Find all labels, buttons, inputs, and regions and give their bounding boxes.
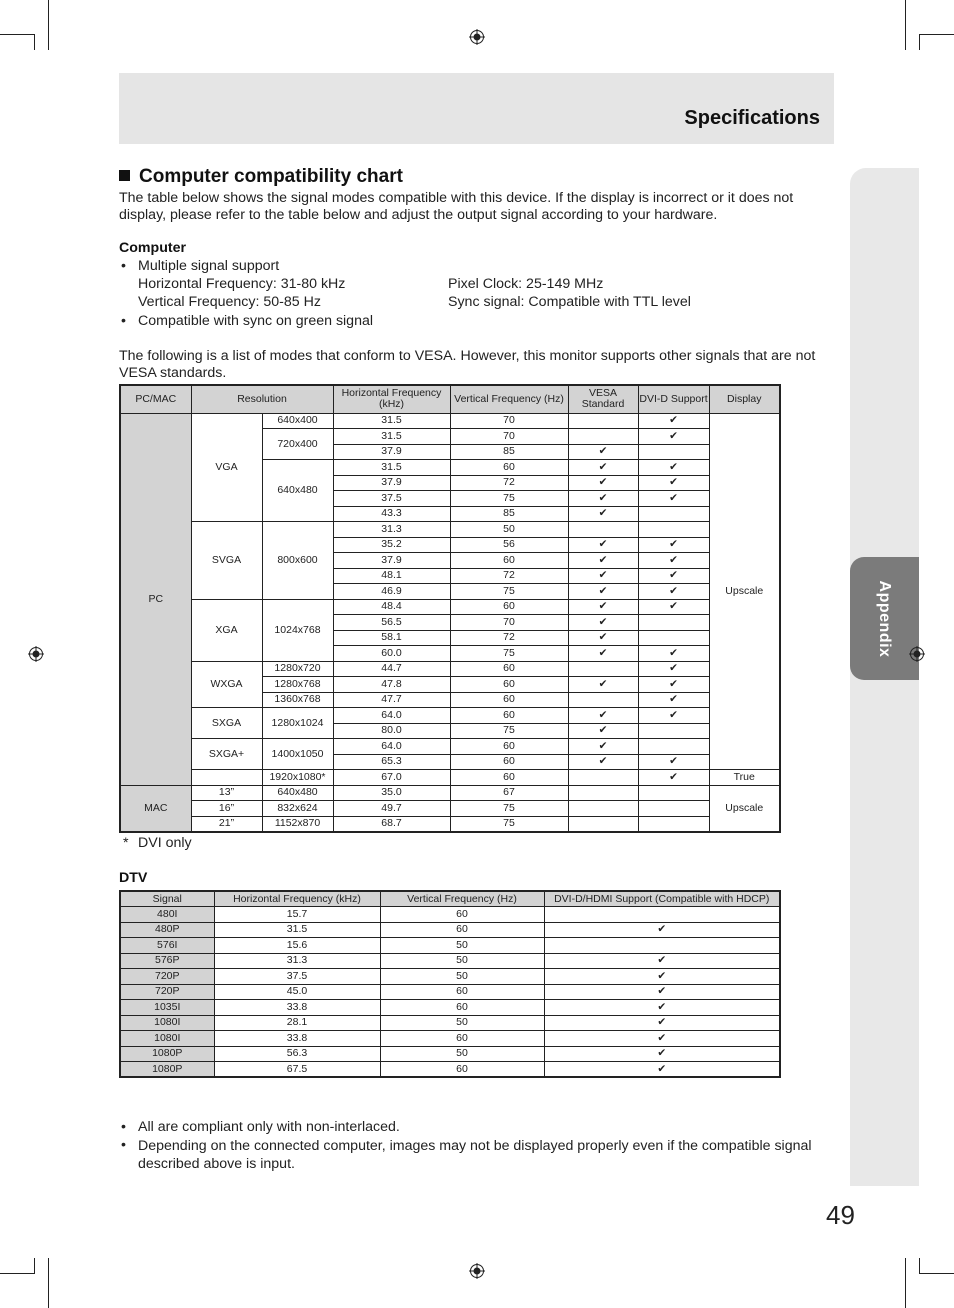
vesa-cell xyxy=(568,429,638,445)
dvi-cell xyxy=(638,522,709,538)
dtv-signal: 720P xyxy=(120,984,214,1000)
hfreq-cell: 43.3 xyxy=(333,506,450,522)
res-cell: 720x400 xyxy=(262,429,333,460)
page-number: 49 xyxy=(826,1200,855,1230)
group-blank xyxy=(191,770,262,786)
footer-bullet-2: Depending on the connected computer, images may not be displayed properly even if the compatible signal described above is input. xyxy=(138,1138,812,1172)
header-resolution: Resolution xyxy=(191,385,333,413)
dtv-hfreq: 31.5 xyxy=(214,922,380,938)
vfreq-spec: Vertical Frequency: 50-85 Hz xyxy=(138,294,321,310)
hfreq-cell: 31.5 xyxy=(333,429,450,445)
sync-green-text: Compatible with sync on green signal xyxy=(138,313,374,329)
dvi-cell: ✔ xyxy=(638,429,709,445)
crop-mark xyxy=(0,1273,34,1274)
dtv-hdmi: ✔ xyxy=(544,922,780,938)
crop-mark xyxy=(34,1258,35,1274)
vfreq-cell: 70 xyxy=(450,429,568,445)
hfreq-cell: 31.3 xyxy=(333,522,450,538)
dtv-header-signal: Signal xyxy=(120,891,214,907)
appendix-tab-label: Appendix xyxy=(876,580,893,658)
header-dvi: DVI-D Support xyxy=(638,385,709,413)
vesa-cell: ✔ xyxy=(568,599,638,615)
dvi-cell: ✔ xyxy=(638,677,709,693)
group-vga: VGA xyxy=(191,413,262,522)
res-cell: 1280x720 xyxy=(262,661,333,677)
dtv-vfreq: 50 xyxy=(380,1015,544,1031)
res-cell: 1280x1024 xyxy=(262,708,333,739)
hfreq-cell: 37.9 xyxy=(333,553,450,569)
dvi-note-star: * xyxy=(123,835,129,851)
vesa-cell: ✔ xyxy=(568,708,638,724)
hfreq-cell: 37.5 xyxy=(333,491,450,507)
vfreq-cell: 60 xyxy=(450,677,568,693)
dtv-hdmi: ✔ xyxy=(544,953,780,969)
dtv-vfreq: 50 xyxy=(380,969,544,985)
res-cell: 1920x1080* xyxy=(262,770,333,786)
hfreq-cell: 31.5 xyxy=(333,413,450,429)
dvi-cell xyxy=(638,816,709,832)
dtv-vfreq: 50 xyxy=(380,1046,544,1062)
dvi-cell: ✔ xyxy=(638,754,709,770)
dtv-vfreq: 50 xyxy=(380,953,544,969)
dtv-signal: 1080I xyxy=(120,1015,214,1031)
dtv-hfreq: 56.3 xyxy=(214,1046,380,1062)
dtv-hfreq: 67.5 xyxy=(214,1062,380,1078)
vfreq-cell: 50 xyxy=(450,522,568,538)
dtv-signal: 480P xyxy=(120,922,214,938)
dtv-hfreq: 15.7 xyxy=(214,907,380,923)
vesa-cell: ✔ xyxy=(568,553,638,569)
vesa-cell: ✔ xyxy=(568,475,638,491)
crop-mark xyxy=(48,0,49,50)
dtv-signal: 1080P xyxy=(120,1062,214,1078)
hfreq-spec: Horizontal Frequency: 31-80 kHz xyxy=(138,276,346,292)
computer-label: Computer xyxy=(119,240,186,256)
dtv-hfreq: 28.1 xyxy=(214,1015,380,1031)
registration-mark-icon xyxy=(469,1263,485,1279)
vesa-cell: ✔ xyxy=(568,584,638,600)
registration-mark-icon xyxy=(28,646,44,662)
dvi-cell: ✔ xyxy=(638,692,709,708)
hfreq-cell: 48.1 xyxy=(333,568,450,584)
dvi-cell: ✔ xyxy=(638,708,709,724)
crop-mark xyxy=(905,0,906,50)
dtv-vfreq: 60 xyxy=(380,922,544,938)
vfreq-cell: 60 xyxy=(450,739,568,755)
dtv-vfreq: 60 xyxy=(380,1062,544,1078)
vfreq-cell: 60 xyxy=(450,692,568,708)
hfreq-cell: 48.4 xyxy=(333,599,450,615)
hfreq-cell: 56.5 xyxy=(333,615,450,631)
vfreq-cell: 56 xyxy=(450,537,568,553)
group-svga: SVGA xyxy=(191,522,262,600)
vesa-cell: ✔ xyxy=(568,506,638,522)
vesa-paragraph: The following is a list of modes that conform to VESA. However, this monitor supports other signals that are not VESA standards. xyxy=(119,348,816,381)
dtv-hdmi: ✔ xyxy=(544,1062,780,1078)
vesa-cell xyxy=(568,522,638,538)
dtv-label: DTV xyxy=(119,870,148,886)
vesa-cell: ✔ xyxy=(568,444,638,460)
sync-spec: Sync signal: Compatible with TTL level xyxy=(448,294,691,310)
res-cell: 640x480 xyxy=(262,785,333,801)
crop-mark xyxy=(919,34,920,50)
vfreq-cell: 60 xyxy=(450,754,568,770)
vfreq-cell: 70 xyxy=(450,413,568,429)
registration-mark-icon xyxy=(469,29,485,45)
res-cell: 1400x1050 xyxy=(262,739,333,770)
pixel-clock-spec: Pixel Clock: 25-149 MHz xyxy=(448,276,604,292)
section-title xyxy=(119,166,403,188)
vesa-cell xyxy=(568,801,638,817)
hfreq-cell: 47.7 xyxy=(333,692,450,708)
vfreq-cell: 72 xyxy=(450,475,568,491)
dvi-cell xyxy=(638,739,709,755)
hfreq-cell: 44.7 xyxy=(333,661,450,677)
vfreq-cell: 75 xyxy=(450,801,568,817)
vesa-cell: ✔ xyxy=(568,460,638,476)
dvi-note: DVI only xyxy=(138,835,192,851)
vfreq-cell: 85 xyxy=(450,444,568,460)
hfreq-cell: 64.0 xyxy=(333,739,450,755)
pc-label: PC xyxy=(120,413,191,785)
hfreq-cell: 60.0 xyxy=(333,646,450,662)
hfreq-cell: 31.5 xyxy=(333,460,450,476)
crop-mark xyxy=(48,1258,49,1308)
crop-mark xyxy=(34,34,35,50)
vesa-cell: ✔ xyxy=(568,754,638,770)
dtv-hfreq: 33.8 xyxy=(214,1031,380,1047)
dtv-vfreq: 60 xyxy=(380,1000,544,1016)
hfreq-cell: 67.0 xyxy=(333,770,450,786)
vfreq-cell: 75 xyxy=(450,491,568,507)
dtv-vfreq: 50 xyxy=(380,938,544,954)
mac-size-cell: 21” xyxy=(191,816,262,832)
vesa-cell: ✔ xyxy=(568,630,638,646)
mac-size-cell: 16” xyxy=(191,801,262,817)
dvi-cell xyxy=(638,785,709,801)
hfreq-cell: 65.3 xyxy=(333,754,450,770)
group-wxga: WXGA xyxy=(191,661,262,708)
display-mac-upscale: Upscale xyxy=(709,785,780,832)
vfreq-cell: 75 xyxy=(450,723,568,739)
hfreq-cell: 37.9 xyxy=(333,444,450,460)
dtv-signal: 576I xyxy=(120,938,214,954)
bullet-dot: • xyxy=(121,1119,126,1135)
registration-mark-icon xyxy=(909,646,925,662)
dtv-signal: 576P xyxy=(120,953,214,969)
bullet-dot: • xyxy=(121,313,126,329)
dtv-vfreq: 60 xyxy=(380,1031,544,1047)
vfreq-cell: 67 xyxy=(450,785,568,801)
vesa-cell: ✔ xyxy=(568,739,638,755)
header-pcmac: PC/MAC xyxy=(120,385,191,413)
vesa-cell: ✔ xyxy=(568,723,638,739)
vesa-cell: ✔ xyxy=(568,568,638,584)
pc-compat-table xyxy=(119,384,781,833)
vfreq-cell: 72 xyxy=(450,568,568,584)
vesa-cell xyxy=(568,692,638,708)
vfreq-cell: 75 xyxy=(450,646,568,662)
dvi-cell: ✔ xyxy=(638,661,709,677)
signal-support-text: Multiple signal support xyxy=(138,258,280,274)
vfreq-cell: 60 xyxy=(450,460,568,476)
vfreq-cell: 85 xyxy=(450,506,568,522)
mac-label: MAC xyxy=(120,785,191,832)
vesa-cell: ✔ xyxy=(568,537,638,553)
dvi-cell: ✔ xyxy=(638,475,709,491)
dvi-cell xyxy=(638,615,709,631)
dtv-hfreq: 15.6 xyxy=(214,938,380,954)
dvi-cell: ✔ xyxy=(638,460,709,476)
dvi-cell: ✔ xyxy=(638,413,709,429)
vesa-cell xyxy=(568,413,638,429)
vesa-cell: ✔ xyxy=(568,646,638,662)
hfreq-cell: 64.0 xyxy=(333,708,450,724)
vfreq-cell: 75 xyxy=(450,584,568,600)
group-xga: XGA xyxy=(191,599,262,661)
header-band xyxy=(119,73,834,144)
crop-mark xyxy=(905,1258,906,1308)
square-bullet-icon xyxy=(119,170,130,181)
header-vesa: VESA Standard xyxy=(568,385,638,413)
crop-mark xyxy=(919,1258,920,1274)
hfreq-cell: 49.7 xyxy=(333,801,450,817)
dtv-hdmi xyxy=(544,907,780,923)
mac-size-cell: 13” xyxy=(191,785,262,801)
vfreq-cell: 70 xyxy=(450,615,568,631)
dvi-cell xyxy=(638,630,709,646)
header-title: Specifications xyxy=(684,107,820,129)
dtv-hdmi: ✔ xyxy=(544,1031,780,1047)
dtv-signal: 1080I xyxy=(120,1031,214,1047)
hfreq-cell: 35.2 xyxy=(333,537,450,553)
dvi-cell: ✔ xyxy=(638,568,709,584)
hfreq-cell: 46.9 xyxy=(333,584,450,600)
res-cell: 832x624 xyxy=(262,801,333,817)
vesa-cell: ✔ xyxy=(568,491,638,507)
dtv-signal: 1080P xyxy=(120,1046,214,1062)
dtv-vfreq: 60 xyxy=(380,984,544,1000)
res-cell: 1024x768 xyxy=(262,599,333,661)
bullet-dot: • xyxy=(121,1137,126,1153)
dtv-table xyxy=(119,890,781,1078)
vfreq-cell: 75 xyxy=(450,816,568,832)
dvi-cell: ✔ xyxy=(638,553,709,569)
dtv-vfreq: 60 xyxy=(380,907,544,923)
vfreq-cell: 60 xyxy=(450,599,568,615)
vesa-cell xyxy=(568,785,638,801)
dvi-cell: ✔ xyxy=(638,491,709,507)
vfreq-cell: 60 xyxy=(450,708,568,724)
vesa-cell: ✔ xyxy=(568,677,638,693)
dtv-header-hfreq: Horizontal Frequency (kHz) xyxy=(214,891,380,907)
footer-bullet-1: All are compliant only with non-interlaced. xyxy=(138,1119,400,1135)
res-cell: 1360x768 xyxy=(262,692,333,708)
hfreq-cell: 68.7 xyxy=(333,816,450,832)
vesa-cell xyxy=(568,770,638,786)
dtv-signal: 480I xyxy=(120,907,214,923)
dtv-hfreq: 31.3 xyxy=(214,953,380,969)
dvi-cell: ✔ xyxy=(638,646,709,662)
dtv-signal: 720P xyxy=(120,969,214,985)
crop-mark xyxy=(920,34,954,35)
res-cell: 640x400 xyxy=(262,413,333,429)
dvi-cell: ✔ xyxy=(638,599,709,615)
vesa-cell: ✔ xyxy=(568,615,638,631)
crop-mark xyxy=(920,1273,954,1274)
dtv-hdmi: ✔ xyxy=(544,1015,780,1031)
intro-paragraph: The table below shows the signal modes compatible with this device. If the display is incorrect or it does not display, please refer to the table below and adjust the output signal according to your hardware. xyxy=(119,190,794,223)
dtv-hfreq: 33.8 xyxy=(214,1000,380,1016)
dtv-hdmi: ✔ xyxy=(544,984,780,1000)
group-sxgaplus: SXGA+ xyxy=(191,739,262,770)
dtv-hfreq: 37.5 xyxy=(214,969,380,985)
res-cell: 800x600 xyxy=(262,522,333,600)
hfreq-cell: 37.9 xyxy=(333,475,450,491)
vesa-cell xyxy=(568,816,638,832)
dvi-cell xyxy=(638,506,709,522)
dvi-cell: ✔ xyxy=(638,770,709,786)
hfreq-cell: 35.0 xyxy=(333,785,450,801)
dvi-cell: ✔ xyxy=(638,584,709,600)
res-cell: 1280x768 xyxy=(262,677,333,693)
header-display: Display xyxy=(709,385,780,413)
header-vfreq: Vertical Frequency (Hz) xyxy=(450,385,568,413)
header-hfreq: Horizontal Frequency (kHz) xyxy=(333,385,450,413)
hfreq-cell: 58.1 xyxy=(333,630,450,646)
dtv-hdmi: ✔ xyxy=(544,1046,780,1062)
group-sxga: SXGA xyxy=(191,708,262,739)
vesa-cell xyxy=(568,661,638,677)
dtv-hdmi: ✔ xyxy=(544,969,780,985)
crop-mark xyxy=(0,34,34,35)
dtv-header-hdmi: DVI-D/HDMI Support (Compatible with HDCP) xyxy=(544,891,780,907)
dtv-hdmi: ✔ xyxy=(544,1000,780,1016)
bullet-dot: • xyxy=(121,258,126,274)
vfreq-cell: 72 xyxy=(450,630,568,646)
display-true: True xyxy=(709,770,780,786)
hfreq-cell: 47.8 xyxy=(333,677,450,693)
hfreq-cell: 80.0 xyxy=(333,723,450,739)
dtv-signal: 1035I xyxy=(120,1000,214,1016)
res-cell: 1152x870 xyxy=(262,816,333,832)
dtv-hfreq: 45.0 xyxy=(214,984,380,1000)
dvi-cell xyxy=(638,723,709,739)
dtv-header-vfreq: Vertical Frequency (Hz) xyxy=(380,891,544,907)
vfreq-cell: 60 xyxy=(450,770,568,786)
vfreq-cell: 60 xyxy=(450,553,568,569)
section-title-text: Computer compatibility chart xyxy=(139,166,403,187)
dvi-cell xyxy=(638,801,709,817)
display-upscale: Upscale xyxy=(709,413,780,770)
vfreq-cell: 60 xyxy=(450,661,568,677)
dtv-hdmi xyxy=(544,938,780,954)
res-cell: 640x480 xyxy=(262,460,333,522)
dvi-cell: ✔ xyxy=(638,537,709,553)
dvi-cell xyxy=(638,444,709,460)
